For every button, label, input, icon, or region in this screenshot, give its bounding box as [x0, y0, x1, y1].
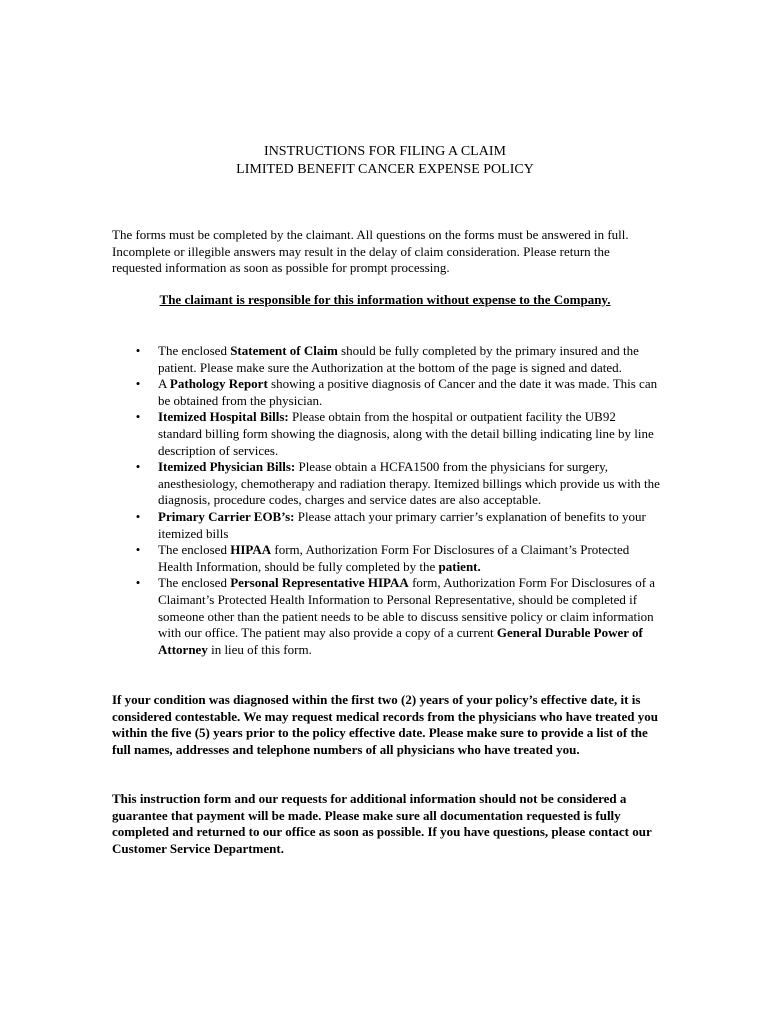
list-item: [133, 409, 661, 459]
item-text-pre: The enclosed: [158, 575, 231, 591]
responsibility-notice: The claimant is responsible for this information without expense to the Company.: [159, 292, 611, 307]
list-item: [133, 509, 661, 542]
item-text-post: Please obtain a HCFA1500 from the physicians for surgery, anesthesiology, chemotherapy and radiation therapy. Itemized billings which provide us with the diagnosis, procedure codes, charges and service dates are also acceptable.: [158, 459, 660, 508]
item-text-post: should be fully completed by the primary insured and the patient. Please make sure the Authorization at the bottom of the page is signed and dated.: [158, 343, 639, 375]
item-text-pre: A: [158, 376, 170, 392]
item-text-post: Please obtain from the hospital or outpatient facility the UB92 standard billing form showing the diagnosis, along with the detail billing indicating line by line description of services.: [158, 409, 654, 458]
list-item: [133, 575, 661, 658]
contestable-paragraph: If your condition was diagnosed within the first two (2) years of your policy’s effective date, it is considered contestable. We may request medical records from the physicians who have treated you within the five (5) years prior to the policy effective date. Please make sure to provide a list of the full names, addresses and telephone numbers of all physicians who have treated you.: [112, 692, 658, 757]
item-text-bold: HIPAA: [230, 542, 272, 558]
item-text-post-2: in lieu of this form.: [207, 641, 312, 657]
list-item: [133, 343, 661, 376]
list-item: [133, 376, 661, 409]
item-text-bold: Primary Carrier EOB’s:: [158, 508, 295, 524]
item-text-bold: Pathology Report: [169, 376, 268, 392]
item-text-bold-2: General Durable Power of Attorney: [158, 625, 643, 657]
list-item: [133, 459, 661, 509]
item-text-post: showing a positive diagnosis of Cancer and the date it was made. This can be obtained from the physician.: [158, 376, 658, 408]
bullet-glyph: •: [135, 508, 141, 524]
bullet-glyph: •: [135, 376, 141, 392]
bullet-glyph: •: [135, 459, 141, 475]
title-line-1: INSTRUCTIONS FOR FILING A CLAIM: [264, 144, 506, 159]
item-text-post: form, Authorization Form For Disclosures of a Claimant’s Protected Health Information to Personal Representative, should be completed if someone other than the patient needs to be able to discuss sensitive policy or claim information with our office. The patient may also provide a copy of a current: [158, 575, 656, 641]
item-text-pre: The enclosed: [158, 542, 231, 558]
required-documents-list: [133, 343, 661, 658]
item-text-bold: Personal Representative HIPAA: [230, 575, 409, 591]
item-text-post: form, Authorization Form For Disclosures of a Claimant’s Protected Health Information, should be fully completed by the: [158, 542, 630, 574]
title-line-2: LIMITED BENEFIT CANCER EXPENSE POLICY: [236, 162, 534, 177]
bullet-glyph: •: [135, 409, 141, 425]
bullet-glyph: •: [135, 542, 141, 558]
disclaimer-paragraph: This instruction form and our requests for additional information should not be considered a guarantee that payment will be made. Please make sure all documentation requested is fully completed and returned to our office as soon as possible. If you have questions, please contact our Customer Service Department.: [112, 791, 652, 856]
bullet-glyph: •: [135, 575, 141, 591]
item-text-bold: Itemized Hospital Bills:: [158, 409, 289, 425]
item-text-bold: Statement of Claim: [230, 343, 338, 358]
item-text-post: Please attach your primary carrier’s explanation of benefits to your itemized bills: [158, 508, 646, 541]
item-text-bold: Itemized Physician Bills:: [158, 459, 296, 475]
bullet-glyph: •: [135, 343, 141, 358]
document-title: [0, 143, 770, 179]
intro-paragraph: The forms must be completed by the claimant. All questions on the forms must be answered in full. Incomplete or illegible answers may result in the delay of claim consideration. Please return the requested information as soon as possible for prompt processing.: [112, 227, 629, 276]
item-text-pre: The enclosed: [158, 343, 231, 358]
list-item: [133, 542, 661, 575]
item-text-bold-2: patient.: [438, 558, 481, 574]
